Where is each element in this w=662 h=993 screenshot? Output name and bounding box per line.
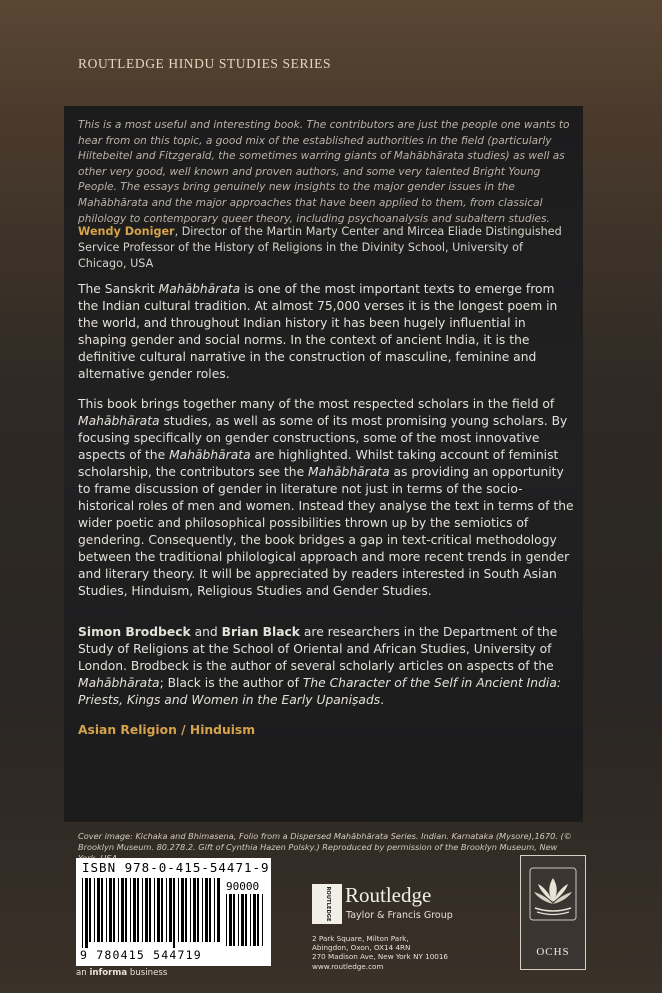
barcode-bar bbox=[125, 878, 127, 942]
author-name: Simon Brodbeck bbox=[78, 625, 191, 639]
text-run: studies, as well as some of its most promising young scholars. By focusing specifically on gender constructions, some of the most innovative aspects of the bbox=[78, 414, 568, 462]
barcode-bar bbox=[257, 894, 259, 946]
informa-brand: informa bbox=[89, 968, 128, 978]
endorsement-quote: This is a most useful and interesting book. The contributors are just the people one wants to hear from on this topic, a good mix of the established authorities in the field (particularly Hiltebeitel and Fitzgerald, the sometimes warring giants of Mahābhārata studies) as well as other very good, well known and proven authors, and some very talented Bright Young People. The essays bring genuinely new insights to the major gender issues in the Mahābhārata and the major approaches that have been applied to them, from classical philology to contemporary queer theory, including psychoanalysis and subaltern studies. bbox=[78, 119, 570, 225]
routledge-logo-icon bbox=[312, 884, 342, 924]
lotus-icon bbox=[521, 856, 585, 944]
barcode-bar bbox=[226, 894, 227, 946]
barcode-bar bbox=[142, 878, 143, 942]
barcode-bar bbox=[82, 878, 83, 948]
routledge-logo-text: ROUTLEDGE bbox=[325, 886, 331, 922]
barcode-bar bbox=[205, 878, 208, 942]
barcode-bar bbox=[157, 878, 160, 942]
price-code: 90000 bbox=[226, 880, 260, 893]
author-bio-paragraph bbox=[78, 624, 574, 709]
description-paragraph-1 bbox=[78, 281, 574, 383]
barcode-bar bbox=[238, 894, 239, 946]
barcode-bar bbox=[97, 878, 100, 942]
barcode-bar bbox=[85, 878, 88, 948]
publisher-address bbox=[312, 934, 448, 971]
barcode-bar bbox=[253, 894, 256, 946]
endorser-name: Wendy Doniger bbox=[78, 225, 175, 238]
author-name: Brian Black bbox=[221, 625, 300, 639]
barcode-bar bbox=[94, 878, 95, 942]
barcode-bar bbox=[229, 894, 232, 946]
address-line: 270 Madison Ave, New York NY 10016 bbox=[312, 952, 449, 962]
barcode-bar bbox=[121, 878, 124, 942]
text-run: business bbox=[127, 968, 168, 978]
text-run: ; Black is the author of bbox=[159, 676, 303, 690]
barcode-bar bbox=[166, 878, 167, 942]
italic-title: Mahābhārata bbox=[78, 414, 160, 428]
barcode-bar bbox=[214, 878, 215, 942]
text-run: an bbox=[76, 968, 90, 978]
text-run: . bbox=[380, 693, 385, 707]
text-run: and bbox=[190, 625, 222, 639]
barcode-bar bbox=[130, 878, 131, 942]
italic-title: Mahābhārata bbox=[158, 282, 241, 296]
barcode-bar bbox=[202, 878, 203, 942]
barcode-bar bbox=[241, 894, 244, 946]
text-run: are researchers in the Department of the Study of Religions at the School of Oriental and African Studies, University of London. Brodbeck is the author of several scholarly articles on aspects of the bbox=[78, 625, 558, 673]
isbn-number: ISBN 978-0-415-54471-9 bbox=[82, 860, 270, 875]
barcode-bar bbox=[137, 878, 139, 942]
barcode-bar bbox=[173, 878, 175, 948]
isbn-barcode bbox=[76, 858, 271, 966]
informa-tagline bbox=[76, 968, 167, 978]
barcode-bar bbox=[101, 878, 103, 942]
barcode-bar bbox=[113, 878, 115, 942]
barcode-bar bbox=[193, 878, 196, 942]
barcode-bar bbox=[233, 894, 235, 946]
barcode-bar bbox=[190, 878, 191, 942]
barcode-bar bbox=[197, 878, 199, 942]
publisher-group: Taylor & Francis Group bbox=[346, 910, 453, 921]
barcode-bar bbox=[154, 878, 155, 942]
barcode-bar bbox=[245, 894, 247, 946]
barcode-bar bbox=[250, 894, 251, 946]
italic-title: Mahābhārata bbox=[78, 676, 160, 690]
italic-title: Mahābhārata bbox=[169, 448, 251, 462]
barcode-digits: 9 780415 544719 bbox=[80, 948, 202, 962]
subject-category: Asian Religion / Hinduism bbox=[78, 723, 256, 737]
cover-image-caption: Cover image: Kichaka and Bhimasena, Folio from a Dispersed Mahābhārata Series. Indian. Karnataka (Mysore),1670. (© Brooklyn Museum. 80.278.2. Gift of Cynthia Hazen Polsky.) Reproduced by permission of the Brooklyn Museum, New bbox=[78, 831, 572, 852]
barcode-bar bbox=[209, 878, 211, 942]
barcode-bar bbox=[262, 894, 263, 946]
barcode-bar bbox=[89, 878, 91, 942]
address-line: 2 Park Square, Milton Park, bbox=[312, 934, 409, 943]
ochs-label: OCHS bbox=[536, 946, 570, 958]
italic-title: The Character of the Self in Ancient India: Priests, Kings and Women in the Early Upaniṣads bbox=[78, 676, 561, 707]
endorser-credentials: , Director of the Martin Marty Center and Mircea Eliade Distinguished Service Professor of the History of Religions in the Divinity School, University of Chicago, USA bbox=[78, 225, 562, 270]
barcode-bar bbox=[169, 878, 172, 942]
barcode-bar bbox=[161, 878, 163, 942]
address-line: www.routledge.com bbox=[312, 961, 384, 971]
text-run: as providing an opportunity to frame discussion of gender in literature not just in terms of the socio-historical roles of men and women. Instead they analyse the text in terms of the wider poetic and philosophical possibilities thrown up by the semiotics of gendering. Consequently, the book bridges a gap in text-critical methodology between the traditional philological approach and more recent trends in gender and literary theory. It will be appreciated by readers interested in South Asian Studies, Hinduism, Religious Studies and Gender Studies. bbox=[78, 465, 574, 598]
series-title: ROUTLEDGE HINDU STUDIES SERIES bbox=[78, 56, 332, 71]
barcode-bars-addon bbox=[226, 894, 266, 952]
barcode-bars-main bbox=[82, 878, 220, 948]
barcode-bar bbox=[106, 878, 107, 942]
barcode-bar bbox=[145, 878, 148, 942]
barcode-bar bbox=[118, 878, 119, 942]
barcode-bar bbox=[133, 878, 136, 942]
barcode-bar bbox=[217, 878, 220, 942]
endorsement-attribution bbox=[78, 224, 574, 271]
text-run: This book brings together many of the most respected scholars in the field of bbox=[78, 397, 555, 411]
text-run: are highlighted. Whilst taking account of feminist scholarship, the contributors see the bbox=[78, 448, 559, 479]
address-line: Abingdon, Oxon, OX14 4RN bbox=[312, 943, 411, 953]
barcode-bar bbox=[109, 878, 112, 942]
ochs-emblem bbox=[520, 855, 586, 970]
barcode-bar bbox=[181, 878, 184, 942]
publisher-name: Routledge bbox=[345, 883, 432, 907]
barcode-bar bbox=[149, 878, 151, 942]
barcode-bar bbox=[185, 878, 187, 942]
barcode-bar bbox=[178, 878, 179, 942]
italic-title: Mahābhārata bbox=[308, 465, 390, 479]
text-run: is one of the most important texts to emerge from the Indian cultural tradition. At almost 75,000 verses it is the longest poem in the world, and throughout Indian history it has been hugely influential in shaping gender and social norms. In the context of ancient India, it is the definitive cultural narrative in the construction of masculine, feminine and alternative gender roles. bbox=[78, 282, 558, 381]
text-run: The Sanskrit bbox=[78, 282, 159, 296]
description-paragraph-2 bbox=[78, 396, 574, 600]
